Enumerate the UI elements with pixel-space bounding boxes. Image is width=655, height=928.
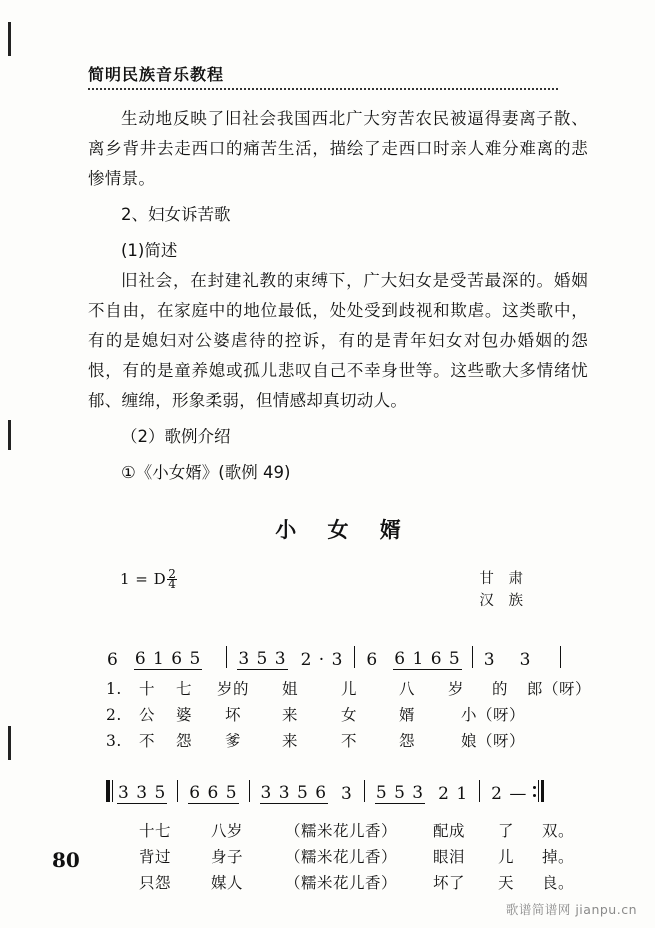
lyric-cell: 怨 [398, 732, 415, 750]
staff-line-1 [106, 644, 591, 754]
lyric-cell: （糯米花儿香） [284, 874, 397, 892]
lyric-verse-number: 1. [106, 680, 122, 698]
lyric-cell: 身子 [210, 848, 243, 866]
barline [177, 780, 178, 802]
barline [472, 646, 473, 668]
note-group: 6 1 6 5 [394, 649, 461, 669]
running-head: 简明民族音乐教程 [88, 65, 225, 84]
lyric-cell: 只怨 [138, 874, 171, 892]
lyric-cell: 背过 [138, 848, 171, 866]
lyric-cell: 岁的 [216, 680, 249, 698]
page-content [88, 62, 591, 896]
subsection-heading-1: (1)简述 [121, 241, 178, 260]
lyric-line [122, 870, 576, 896]
lyric-cell: （糯米花儿香） [284, 848, 397, 866]
meter-numerator: 2 [168, 567, 177, 581]
lyric-line [122, 818, 576, 844]
lyric-line [122, 844, 576, 870]
note-group: 3 3 5 [118, 783, 167, 803]
barline [226, 646, 227, 668]
subsection-heading-2: （2）歌例介绍 [121, 427, 231, 446]
lyric-cell: 天 [497, 874, 514, 892]
staff-line-2 [106, 778, 576, 896]
watermark: 歌谱简谱网 jianpu.cn [505, 902, 637, 917]
lyric-cell: 郎（呀） [526, 680, 591, 698]
lyric-cell: 不 [138, 732, 155, 750]
lyric-cell: 配成 [432, 822, 465, 840]
barline [364, 780, 365, 802]
barline [479, 780, 480, 802]
lyric-cell: 七 [175, 680, 192, 698]
margin-tick [8, 726, 11, 760]
lyric-cell: 女 [340, 706, 357, 724]
lyric-verse-number: 3. [106, 732, 122, 750]
note-group: 3 3 5 6 [260, 783, 328, 803]
lyric-line [106, 728, 576, 754]
lyric-cell: 眼泪 [432, 848, 465, 866]
repeat-start-barline [106, 780, 113, 802]
meter-denominator: 4 [168, 577, 177, 591]
note-group: 6 6 5 [189, 783, 238, 803]
barline [560, 646, 561, 668]
lyric-cell: 娘（呀） [460, 732, 525, 750]
lyric-cell: 婆 [175, 706, 192, 724]
lyric-cell: 八 [398, 680, 415, 698]
lyric-cell: 坏 [224, 706, 241, 724]
header-divider [88, 88, 558, 90]
barline [249, 780, 250, 802]
lyric-cell: 掉。 [541, 848, 574, 866]
key-label: 1 = D [120, 570, 167, 588]
note-dotted: 2 · 3 [300, 650, 344, 670]
note-held: 2 — [491, 784, 528, 804]
note: 6 [366, 650, 379, 670]
music-score [88, 566, 591, 896]
note-group: 6 1 6 5 [134, 649, 202, 669]
lyric-cell: 的 [491, 680, 508, 698]
lyric-cell: 良。 [541, 874, 574, 892]
lyric-cell: 怨 [175, 732, 192, 750]
time-signature [167, 567, 177, 591]
lyric-cell: 姐 [281, 680, 298, 698]
attribution-region: 甘 肃 [479, 571, 528, 587]
lyric-cell: 来 [281, 732, 298, 750]
lyric-cell: 来 [281, 706, 298, 724]
lyric-cell: 小（呀） [460, 706, 525, 724]
attribution-ethnicity: 汉 族 [479, 593, 528, 609]
paragraph-intro: 生动地反映了旧社会我国西北广大穷苦农民被逼得妻离子散、离乡背井去走西口的痛苦生活，描绘了走西口时亲人难分难离的悲惨情景。 [88, 109, 588, 188]
section-heading-2: 2、妇女诉苦歌 [121, 205, 231, 224]
note-group: 3 5 3 [238, 649, 287, 669]
lyric-cell: 爹 [224, 732, 241, 750]
lyric-cell: 儿 [340, 680, 357, 698]
lyric-cell: 十七 [138, 822, 171, 840]
lyric-line [106, 676, 591, 702]
note: 2 1 [438, 784, 469, 804]
lyrics-block-2 [106, 818, 576, 896]
page-number: 80 [52, 848, 80, 872]
lyric-cell: 儿 [497, 848, 514, 866]
note: 6 [107, 650, 119, 670]
notation-row-1 [106, 644, 576, 670]
lyric-cell: 岁 [447, 680, 464, 698]
lyric-cell: （糯米花儿香） [284, 822, 397, 840]
repeat-end-barline [537, 780, 544, 802]
lyric-cell: 坏了 [432, 874, 465, 892]
song-example-label: ①《小女婿》(歌例 49) [121, 463, 291, 482]
song-title: 小 女 婿 [275, 518, 413, 542]
lyric-verse-number: 2. [106, 706, 122, 724]
lyric-cell: 婿 [398, 706, 415, 724]
lyrics-block-1 [106, 676, 591, 754]
margin-tick [8, 22, 11, 56]
song-attribution [479, 568, 528, 612]
key-signature [120, 567, 177, 591]
notation-row-2 [106, 778, 576, 804]
note: 3 [519, 650, 532, 670]
note: 3 [483, 650, 496, 670]
barline [354, 646, 355, 668]
paragraph-overview: 旧社会，在封建礼教的束缚下，广大妇女是受苦最深的。婚姻不自由，在家庭中的地位最低，处处受到歧视和欺虐。这类歌中，有的是媳妇对公婆虐待的控诉，有的是青年妇女对包办婚姻的怨恨，有的是童养媳或孤儿悲叹自己不幸身世等。这些歌大多情绪忧郁、缠绵，形象柔弱，但情感却真切动人。 [88, 271, 588, 410]
lyric-cell: 了 [497, 822, 514, 840]
lyric-line [106, 702, 576, 728]
lyric-cell: 八岁 [210, 822, 243, 840]
note: 3 [341, 784, 353, 804]
lyric-cell: 双。 [541, 822, 574, 840]
lyric-cell: 媒人 [210, 874, 243, 892]
note-group: 5 5 3 [375, 783, 425, 803]
lyric-cell: 十 [138, 680, 155, 698]
margin-tick [8, 420, 11, 450]
lyric-cell: 公 [138, 706, 155, 724]
lyric-cell: 不 [340, 732, 357, 750]
